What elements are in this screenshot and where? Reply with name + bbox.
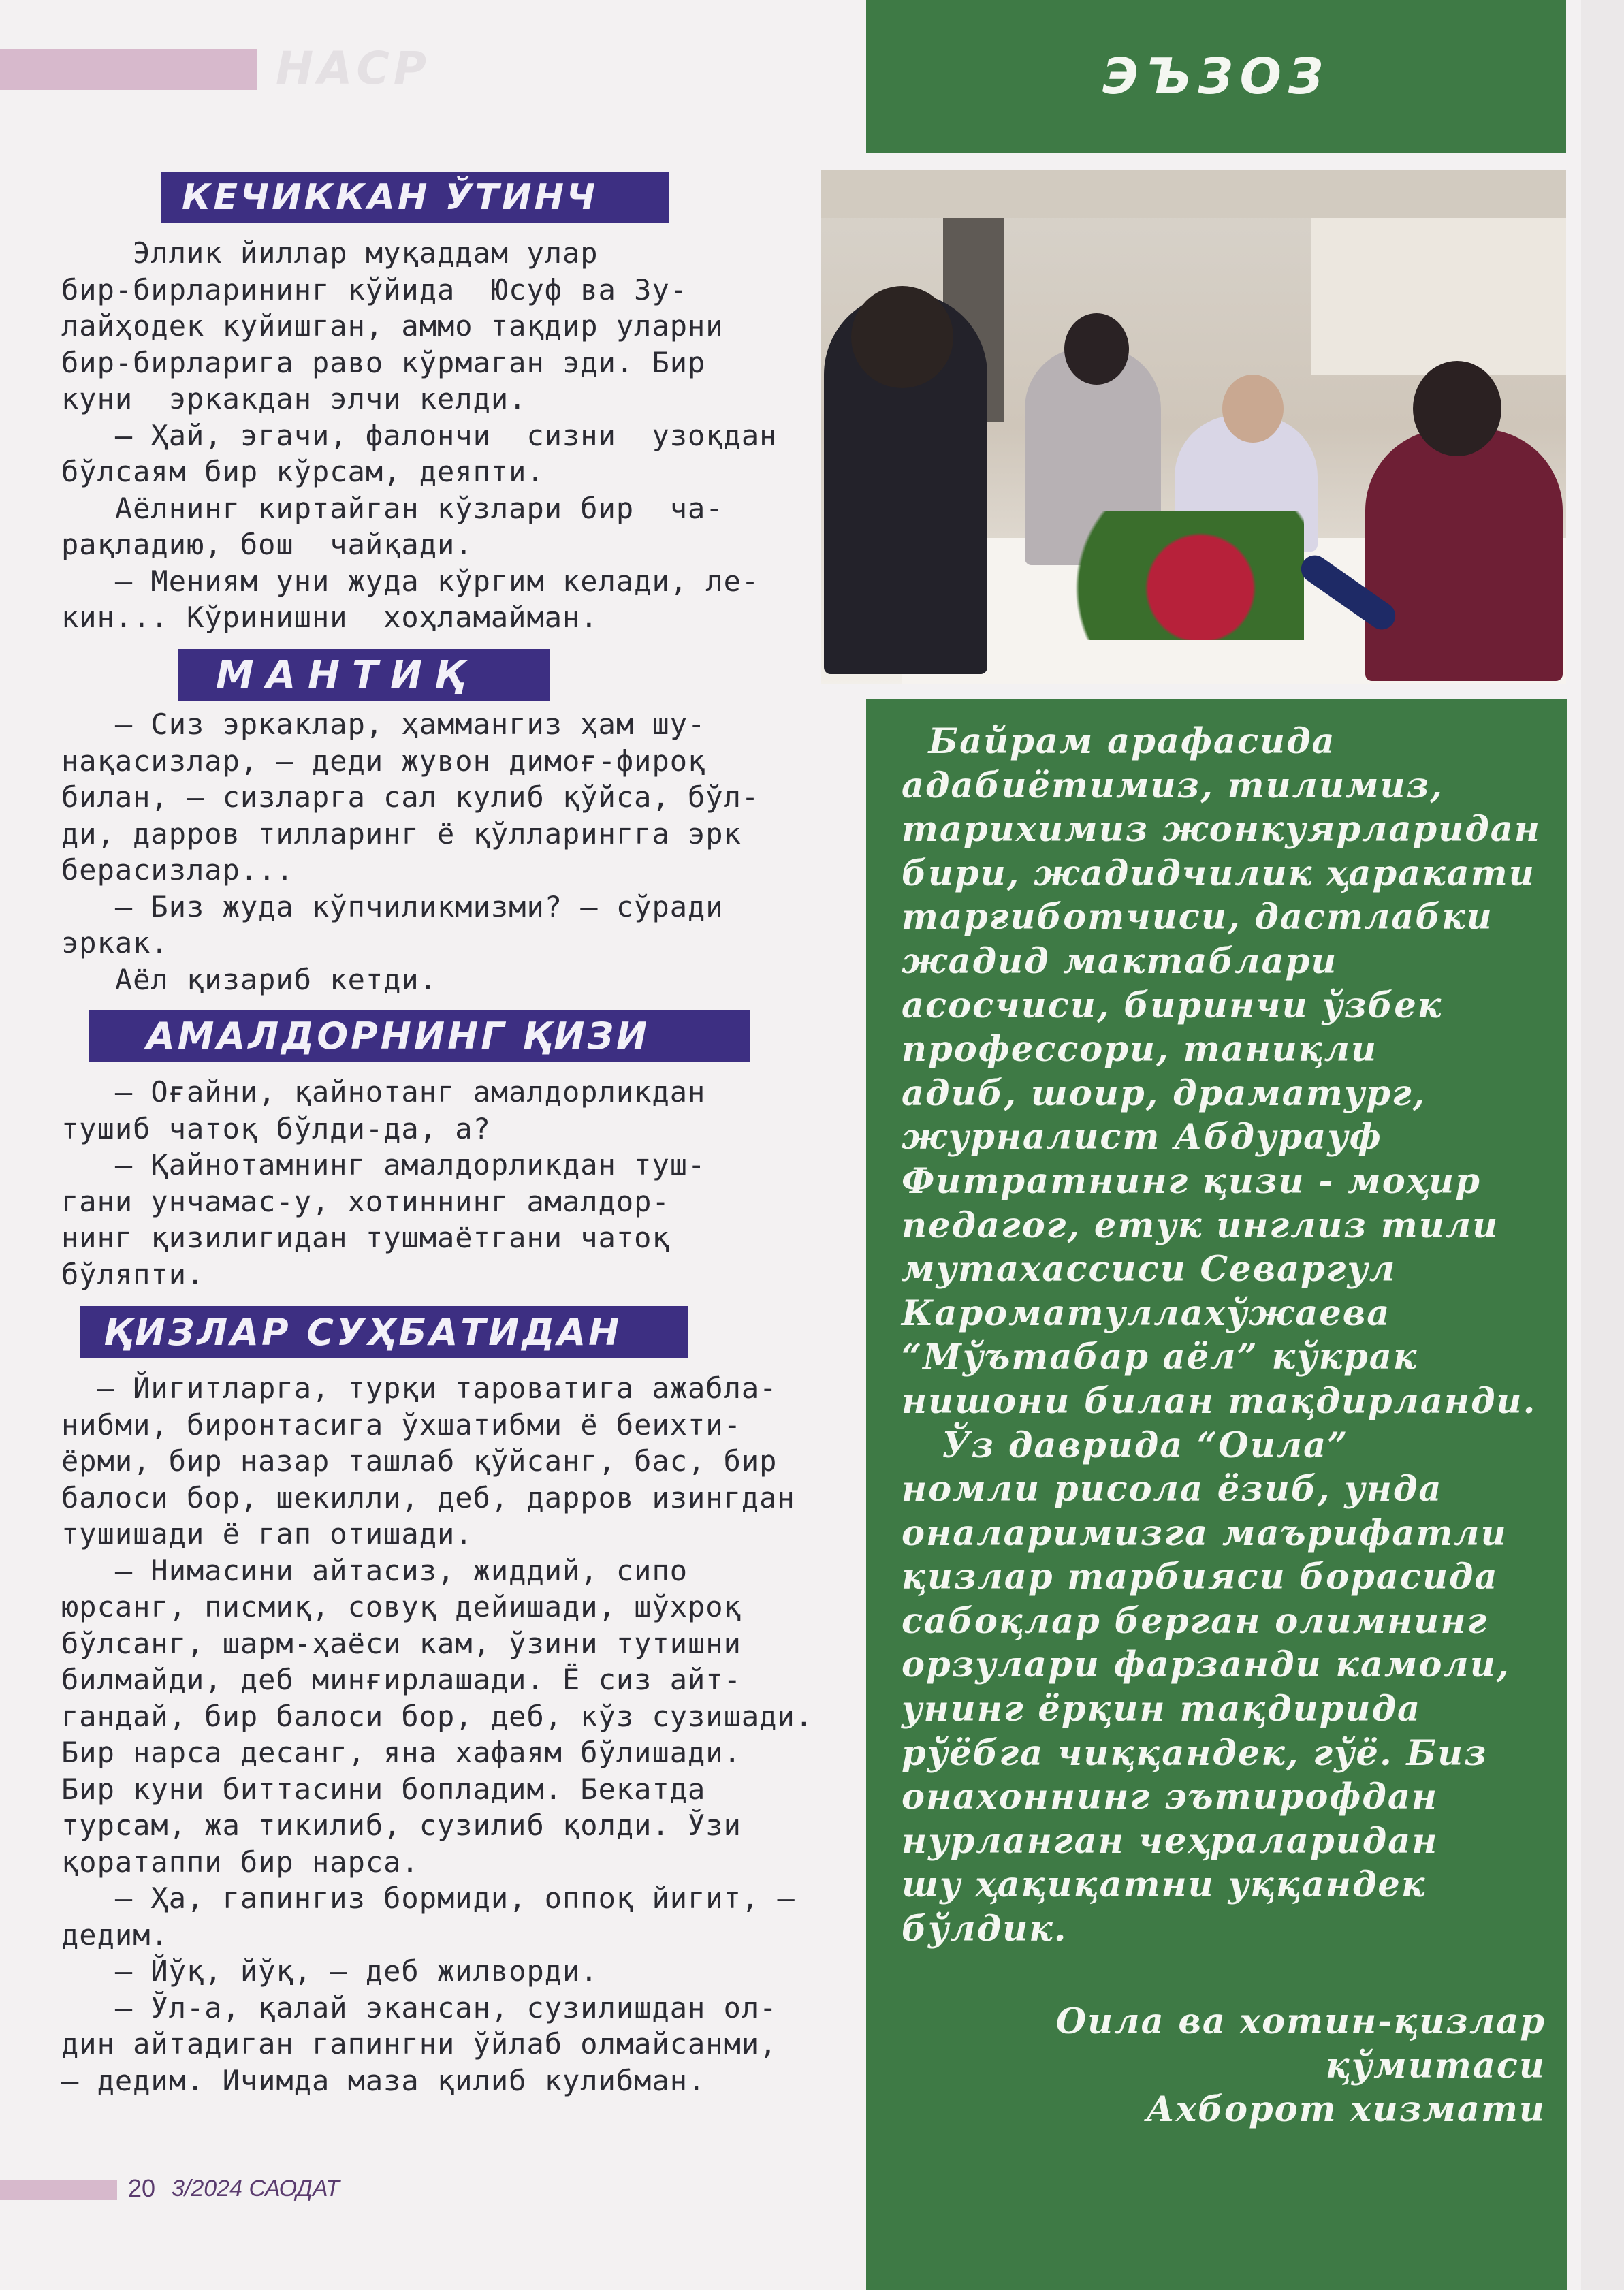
announcement-line: Кароматуллахўжаева — [902, 1292, 1391, 1334]
story-2-line: ди, дарров тилларинг ё қўлларингга эрк — [61, 816, 742, 850]
story-1-line: куни эркакдан элчи келди. — [61, 382, 527, 415]
announcement-line: рўёбга чиққандек, гўё. Биз — [902, 1732, 1488, 1774]
signature-line: қўмитаси — [1325, 2045, 1546, 2086]
story-4-line: юрсанг, писмиқ, совуқ дейишади, шўхроқ — [61, 1590, 742, 1623]
magazine-issue: 3/2024 САОДАТ — [172, 2176, 340, 2201]
story-1-line: бўлсаям бир кўрсам, деяпти. — [61, 455, 545, 488]
story-body-4 — [61, 1370, 813, 2099]
announcement-line: “Мўътабар аёл” кўкрак — [902, 1337, 1418, 1378]
story-3-line: – Қайнотамнинг амалдорликдан туш- — [61, 1148, 706, 1181]
story-4-line: дин айтадиган гапингни ўйлаб олмайсанми, — [61, 2027, 778, 2061]
story-1-line: – Мениям уни жуда кўргим келади, ле- — [61, 564, 760, 598]
footer-accent-bar — [0, 2180, 117, 2200]
story-title-4 — [80, 1306, 688, 1358]
story-4-line: тушишади ё гап отишади. — [61, 1517, 473, 1550]
announcement-line: нишони билан тақдирланди. — [902, 1380, 1537, 1422]
announcement-line: журналист Абдурауф — [902, 1117, 1382, 1158]
section-header-panel — [866, 0, 1566, 153]
announcement-line: асосчиси, биринчи ўзбек — [902, 985, 1443, 1026]
announcement-line: тарғиботчиси, дастлабки — [902, 897, 1493, 938]
story-4-line: қоратаппи бир нарса. — [61, 1845, 419, 1879]
story-4-line: ёрми, бир назар ташлаб қўйсанг, бас, бир — [61, 1444, 778, 1478]
photo-person-4-head — [1413, 361, 1501, 456]
announcement-line: шу ҳақиқатни уққандек — [902, 1864, 1427, 1906]
story-4-line: турсам, жа тикилиб, сузилиб қолди. Ўзи — [61, 1809, 742, 1842]
announcement-line: онахоннинг эътирофдан — [902, 1777, 1439, 1818]
announcement-line: адиб, шоир, драматург, — [902, 1072, 1427, 1114]
signature-line: Оила ва хотин-қизлар — [1055, 2001, 1546, 2042]
story-2-line: – Биз жуда кўпчиликмизми? – сўради — [61, 889, 724, 923]
top-accent-bar — [0, 49, 257, 90]
photo-cabinets — [1311, 218, 1566, 375]
announcement-line: тарихимиз жонкуярларидан — [902, 809, 1541, 850]
photo-person-1-head — [851, 286, 953, 388]
announcement-line: қизлар тарбияси борасида — [902, 1557, 1499, 1598]
announcement-line: орзулари фарзанди камоли, — [902, 1644, 1510, 1686]
story-4-line: – дедим. Ичимда маза қилиб кулибман. — [61, 2063, 706, 2097]
story-1-line: Аёлнинг киртайган кўзлари бир ча- — [61, 491, 724, 525]
story-title-3-text: АМАЛДОРНИНГ ҚИЗИ — [146, 1014, 650, 1057]
announcement-line: педагог, етук инглиз тили — [902, 1205, 1499, 1246]
photo-person-4 — [1365, 429, 1563, 681]
announcement-line: Байрам арафасида — [902, 721, 1336, 762]
announcement-line: адабиётимиз, тилимиз, — [902, 765, 1444, 806]
story-title-3 — [89, 1010, 750, 1062]
story-title-2-text: МАНТИҚ — [216, 652, 477, 697]
story-title-1 — [161, 172, 669, 223]
announcement-line: сабоқлар берган олимнинг — [902, 1600, 1488, 1642]
story-1-line: бир-бирларининг кўйида Юсуф ва Зу- — [61, 272, 688, 306]
story-2-line: эркак. — [61, 926, 169, 959]
article-photo — [821, 170, 1566, 684]
announcement-line: номли рисола ёзиб, унда — [902, 1469, 1443, 1510]
announcement-line: Ўз даврида “Оила” — [902, 1425, 1349, 1466]
story-1-line: бир-бирларига раво кўрмаган эди. Бир — [61, 345, 706, 379]
story-4-line: Бир нарса десанг, яна хафаям бўлишади. — [61, 1736, 742, 1769]
story-1-line: рақладию, бош чайқади. — [61, 528, 473, 561]
story-4-line: гандай, бир балоси бор, деб, кўз сузишади. — [61, 1699, 814, 1733]
announcement-line: оналаримизга маърифатли — [902, 1512, 1508, 1554]
story-3-line: тушиб чатоқ бўлди-да, а? — [61, 1111, 491, 1145]
story-4-line: – Ҳа, гапингиз бормиди, оппоқ йигит, – — [61, 1881, 795, 1915]
story-body-1 — [61, 235, 777, 636]
announcement-line: профессори, таниқли — [902, 1029, 1378, 1070]
ghost-label: НАСР — [276, 42, 431, 95]
announcement-signature — [1056, 2000, 1546, 2132]
story-4-line: – Йигитларга, турқи тароватига ажабла- — [61, 1371, 778, 1405]
page-number: 20 — [128, 2174, 156, 2202]
story-2-line: Аёл қизариб кетди. — [61, 962, 438, 996]
story-1-line: Эллик йиллар муқаддам улар — [61, 236, 599, 270]
photo-flowers — [1045, 511, 1304, 640]
announcement-line: бўлдик. — [902, 1909, 1068, 1950]
story-1-line: кин... Кўринишни хоҳламайман. — [61, 601, 599, 634]
story-2-line: берасизлар... — [61, 853, 294, 887]
story-title-1-text: КЕЧИККАН ЎТИНЧ — [182, 177, 599, 218]
story-4-line: – Ўл-а, қалай экансан, сузилишдан ол- — [61, 1990, 778, 2024]
story-4-line: – Нимасини айтасиз, жиддий, сипо — [61, 1553, 688, 1587]
announcement-line: унинг ёрқин тақдирида — [902, 1689, 1422, 1730]
story-4-line: балоси бор, шекилли, деб, дарров изингдан — [61, 1480, 795, 1514]
story-2-line: нақасизлар, – деди жувон димоғ-фироқ — [61, 744, 706, 778]
story-title-2 — [178, 649, 550, 701]
story-3-line: гани унчамас-у, хотиннинг амалдор- — [61, 1184, 670, 1218]
photo-person-3-head — [1222, 375, 1284, 443]
story-3-line: нинг қизилигидан тушмаётгани чатоқ — [61, 1221, 670, 1254]
story-3-line: – Оғайни, қайнотанг амалдорликдан — [61, 1075, 706, 1109]
story-4-line: Бир куни биттасини бопладим. Бекатда — [61, 1772, 706, 1806]
page-edge-strip — [1581, 0, 1624, 2290]
signature-line: Ахборот хизмати — [1146, 2089, 1546, 2131]
announcement-line: Фитратнинг қизи - моҳир — [902, 1160, 1481, 1202]
announcement-line: бири, жадидчилик ҳаракати — [902, 853, 1535, 894]
story-2-line: билан, – сизларга сал кулиб қўйса, бўл- — [61, 780, 760, 814]
announcement-text — [902, 720, 1541, 1952]
story-1-line: лайҳодек куйишган, аммо тақдир уларни — [61, 309, 724, 343]
announcement-line: нурланган чеҳраларидан — [902, 1820, 1439, 1862]
announcement-panel — [866, 699, 1567, 2290]
story-body-2 — [61, 706, 759, 998]
story-1-line: – Ҳай, эгачи, фалончи сизни узоқдан — [61, 418, 778, 452]
story-4-line: нибми, биронтасига ўхшатибми ё беихти- — [61, 1408, 742, 1442]
story-4-line: – Йўқ, йўқ, – деб жилворди. — [61, 1954, 599, 1988]
photo-person-2-head — [1064, 313, 1129, 385]
story-title-4-text: ҚИЗЛАР СУҲБАТИДАН — [104, 1310, 622, 1354]
story-4-line: билмайди, деб минғирлашади. Ё сиз айт- — [61, 1663, 742, 1696]
story-2-line: – Сиз эркаклар, ҳаммангиз ҳам шу- — [61, 707, 706, 741]
section-label: ЭЪЗОЗ — [1102, 48, 1330, 105]
story-3-line: бўляпти. — [61, 1257, 205, 1291]
photo-wall — [821, 170, 1566, 218]
story-4-line: бўлсанг, шарм-ҳаёси кам, ўзини тутишни — [61, 1626, 742, 1660]
story-body-3 — [61, 1074, 705, 1292]
announcement-line: жадид мактаблари — [902, 940, 1338, 982]
story-4-line: дедим. — [61, 1918, 169, 1952]
announcement-line: мутахассиси Севаргул — [902, 1249, 1397, 1290]
